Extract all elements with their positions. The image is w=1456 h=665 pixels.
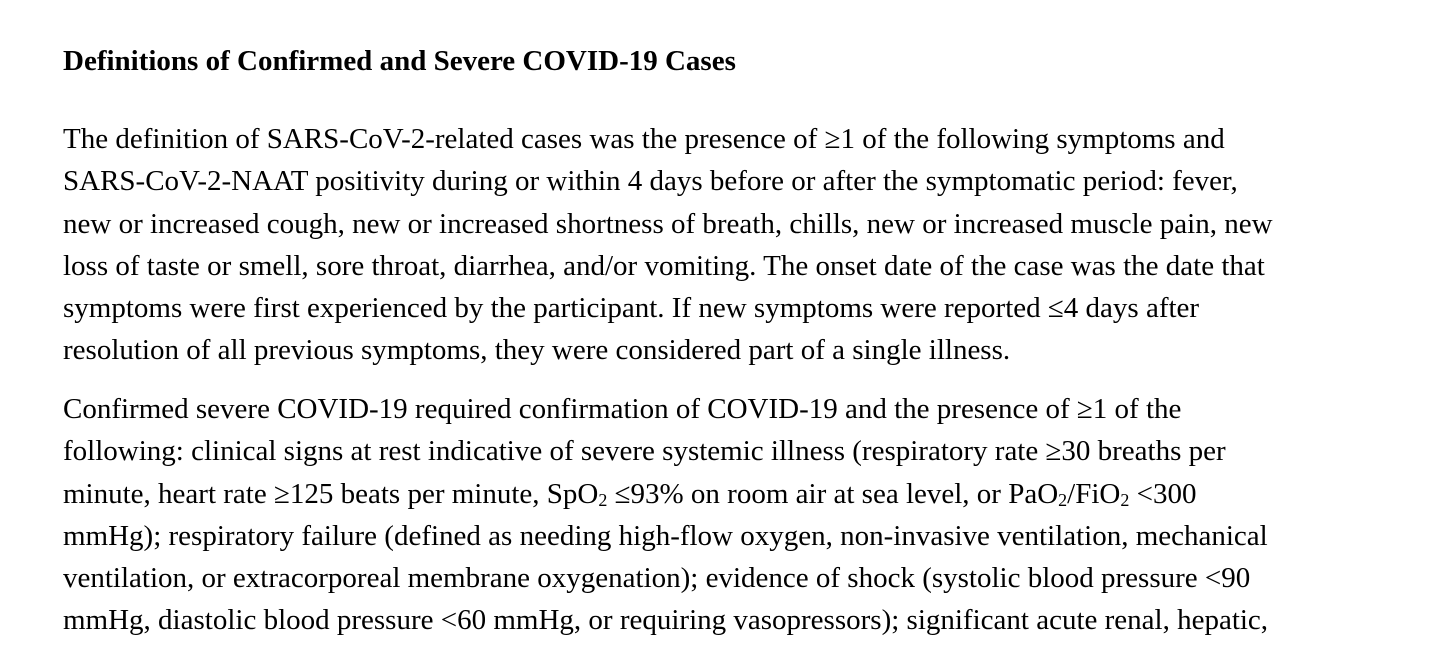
text-segment: <300	[1129, 477, 1197, 510]
paragraph-line: resolution of all previous symptoms, they were considered part of a single illness.	[63, 334, 1011, 367]
paragraph-line	[63, 473, 1268, 515]
paragraph-case-definition	[63, 118, 1273, 372]
text-segment: minute, heart rate ≥125 beats per minute, SpO	[63, 477, 599, 510]
section-heading: Definitions of Confirmed and Severe COVID-19 Cases	[63, 45, 736, 77]
text-segment: ≤93% on room air at sea level, or PaO	[607, 477, 1059, 510]
paragraph-line: symptoms were first experienced by the participant. If new symptoms were reported ≤4 days after	[63, 292, 1200, 325]
paragraph-line: ventilation, or extracorporeal membrane oxygenation); evidence of shock (systolic blood pressure <90	[63, 562, 1251, 595]
subscript: 2	[1058, 489, 1068, 510]
paragraph-line: mmHg, diastolic blood pressure <60 mmHg, or requiring vasopressors); significant acute renal, hepatic,	[63, 604, 1269, 637]
paragraph-line: SARS-CoV-2-NAAT positivity during or within 4 days before or after the symptomatic period: fever,	[63, 165, 1238, 198]
paragraph-severe-definition	[63, 388, 1268, 642]
paragraph-line: Confirmed severe COVID-19 required confirmation of COVID-19 and the presence of ≥1 of the	[63, 393, 1182, 425]
paragraph-line: mmHg); respiratory failure (defined as needing high-flow oxygen, non-invasive ventilation, mechanical	[63, 519, 1268, 552]
paragraph-line: following: clinical signs at rest indicative of severe systemic illness (respiratory rate ≥30 breaths per	[63, 435, 1226, 468]
subscript: 2	[598, 489, 608, 510]
text-segment: /FiO	[1067, 477, 1121, 510]
paragraph-line: loss of taste or smell, sore throat, diarrhea, and/or vomiting. The onset date of the case was the date that	[63, 249, 1265, 282]
subscript: 2	[1120, 489, 1130, 510]
paragraph-line: The definition of SARS-CoV-2-related cases was the presence of ≥1 of the following symptoms and	[63, 123, 1225, 155]
paragraph-line: new or increased cough, new or increased shortness of breath, chills, new or increased muscle pain, new	[63, 207, 1273, 240]
